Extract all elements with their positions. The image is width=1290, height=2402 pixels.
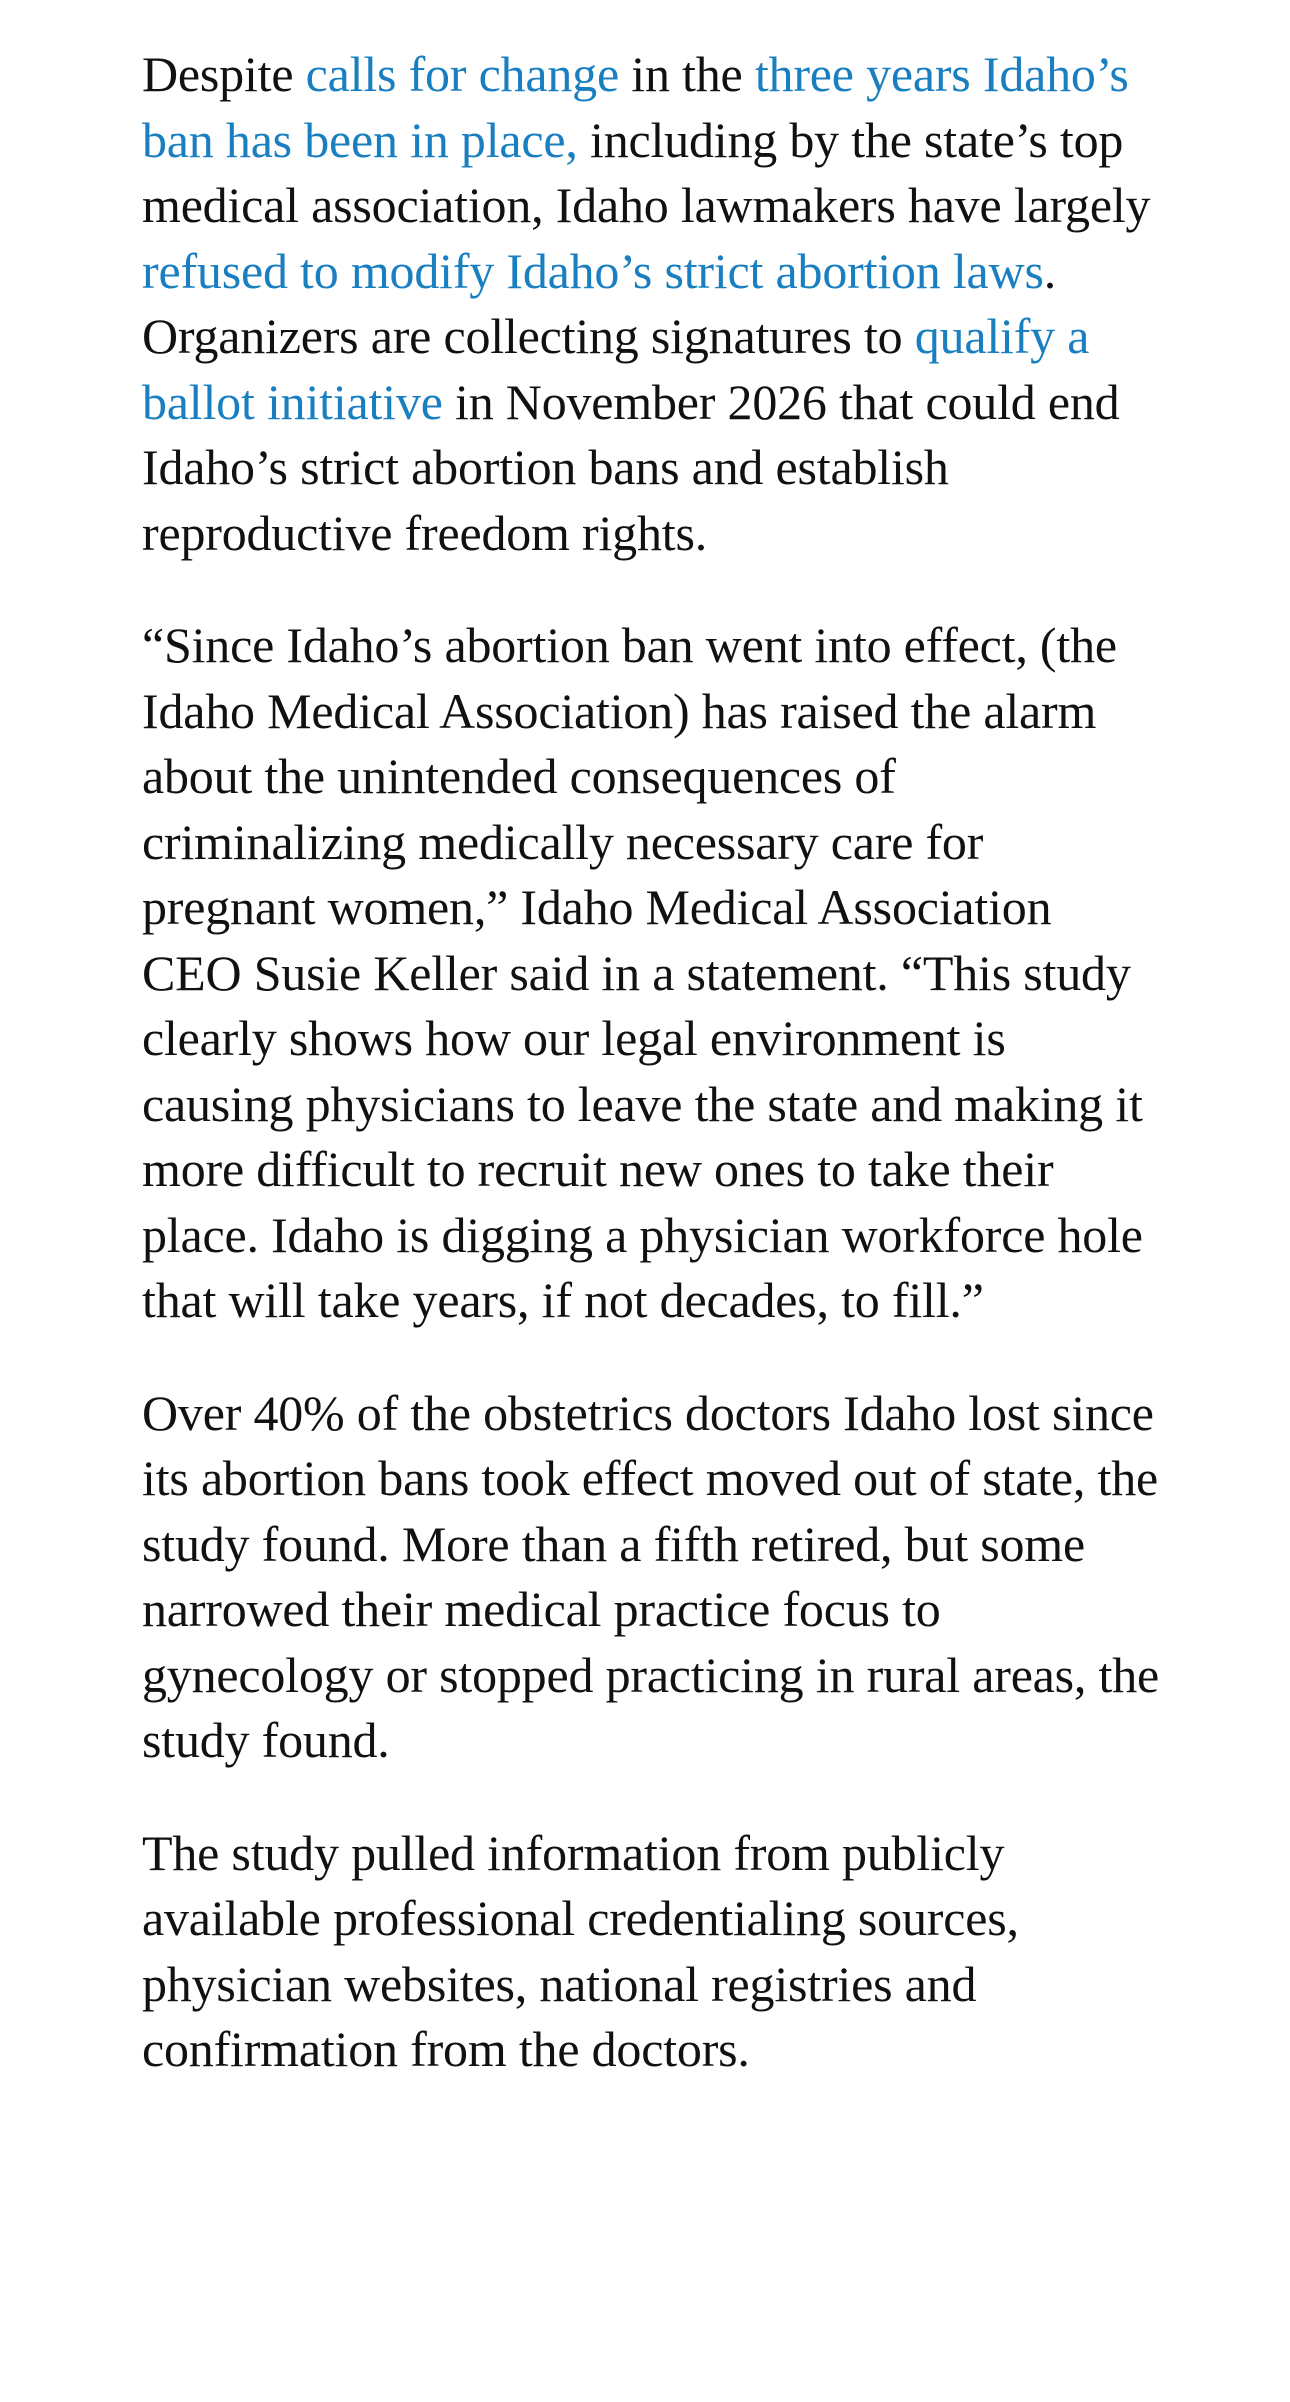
link-refused-to-modify[interactable]: refused to modify Idaho’s strict abortion laws bbox=[142, 242, 1044, 299]
article-body bbox=[142, 42, 1162, 2130]
paragraph-3 bbox=[142, 1381, 1162, 1774]
text-segment: “Since Idaho’s abortion ban went into effect, (the Idaho Medical Association) has raised the alarm about the unintended consequences of criminalizing medically necessary care for pregnant women,” Idaho Medical Association CEO Susie Keller said in a statement. “This study clearly shows how our legal environment is causing physicians to leave the state and making it more difficult to recruit new ones to take their place. Idaho is digging a physician workforce hole that will take years, if not decades, to fill.” bbox=[142, 617, 1143, 1328]
link-three-years-ban[interactable]: three years Idaho’s ban has been in place, bbox=[142, 46, 1129, 168]
text-segment: . Organizers are collecting signatures to bbox=[142, 242, 1057, 364]
text-segment: in November 2026 that could end Idaho’s strict abortion bans and establish reproductive freedom rights. bbox=[142, 373, 1120, 561]
text-segment: Despite bbox=[142, 46, 306, 102]
text-segment: including by the state’s top medical association, Idaho lawmakers have largely bbox=[142, 111, 1151, 233]
text-segment: in the bbox=[618, 46, 755, 102]
paragraph-4 bbox=[142, 1821, 1162, 2083]
text-segment: Over 40% of the obstetrics doctors Idaho lost since its abortion bans took effect moved out of state, the study found. More than a fifth retired, but some narrowed their medical practice focus to gynecology or stopped practicing in rural areas, the study found. bbox=[142, 1384, 1160, 1768]
link-qualify-ballot-initiative[interactable]: qualify a ballot initiative bbox=[142, 308, 1090, 430]
link-calls-for-change[interactable]: calls for change bbox=[305, 46, 619, 102]
paragraph-2-quote bbox=[142, 613, 1162, 1334]
text-segment: The study pulled information from publicly available professional credentialing sources, physician websites, national registries and confirmation from the doctors. bbox=[142, 1824, 1019, 2077]
paragraph-1 bbox=[142, 42, 1162, 566]
